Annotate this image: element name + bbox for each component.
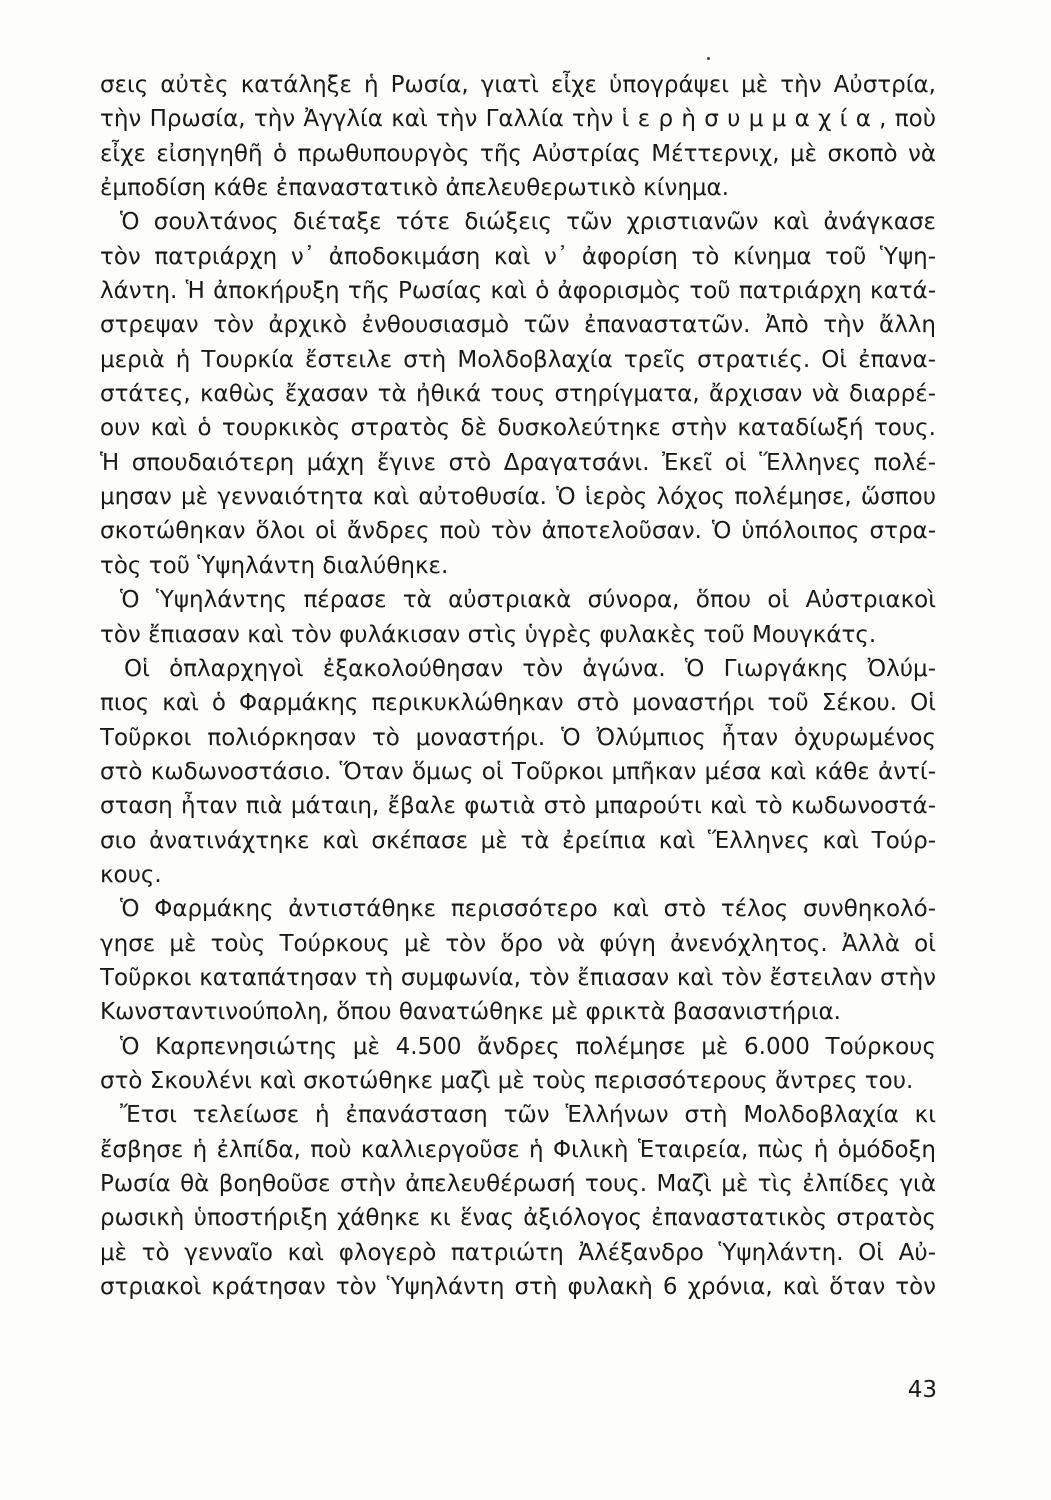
text-line: σιο ἀνατινάχτηκε καὶ σκέπασε μὲ τὰ ἐρείπια καὶ Ἕλληνες καὶ Τούρ-	[100, 827, 936, 854]
text-line: ουν καὶ ὁ τουρκικὸς στρατὸς δὲ δυσκολεύτηκε στὴν καταδίωξή τους.	[100, 415, 936, 442]
text-line: Τοῦρκοι καταπάτησαν τὴ συμφωνία, τὸν ἔπιασαν καὶ τὸν ἔστειλαν στὴν	[100, 964, 936, 991]
text-line: μησαν μὲ γενναιότητα καὶ αὐτοθυσία. Ὁ ἱερὸς λόχος πολέμησε, ὥσπου	[100, 484, 936, 511]
text-line: σεις αὐτὲς κατάληξε ἡ Ρωσία, γιατὶ εἶχε ὑπογράψει μὲ τὴν Αὐστρία,	[100, 72, 936, 98]
text-line: στὸ κωδωνοστάσιο. Ὅταν ὅμως οἱ Τοῦρκοι μπῆκαν μέσα καὶ κάθε ἀντί-	[100, 758, 936, 785]
paragraph-start-line: Ὁ Καρπενησιώτης μὲ 4.500 ἄνδρες πολέμησε μὲ 6.000 Τούρκους	[120, 1033, 936, 1060]
text-line: Ρωσία θὰ βοηθοῦσε στὴν ἀπελευθέρωσή τους. Μαζὶ μὲ τὶς ἐλπίδες γιὰ	[100, 1171, 936, 1197]
text-line: στριακοὶ κράτησαν τὸν Ὑψηλάντη στὴ φυλακὴ 6 χρόνια, καὶ ὅταν τὸν	[100, 1274, 936, 1301]
text-line: γησε μὲ τοὺς Τούρκους μὲ τὸν ὅρο νὰ φύγη ἀνενόχλητος. Ἀλλὰ οἱ	[100, 930, 936, 957]
paragraph-start-line: Ὁ Φαρμάκης ἀντιστάθηκε περισσότερο καὶ στὸ τέλος συνθηκολό-	[120, 896, 936, 923]
ink-speck	[707, 57, 710, 60]
text-line: μεριὰ ἡ Τουρκία ἔστειλε στὴ Μολδοβλαχία τρεῖς στρατιές. Οἱ ἐπανα-	[100, 346, 936, 373]
text-line: τὸν πατριάρχη ν᾽ ἀποδοκιμάση καὶ ν᾽ ἀφορίση τὸ κίνημα τοῦ Ὑψη-	[100, 243, 936, 270]
text-line: στάτες, καθὼς ἔχασαν τὰ ἠθικά τους στηρίγματα, ἄρχισαν νὰ διαρρέ-	[100, 381, 936, 408]
text-line: ἔσβησε ἡ ἐλπίδα, ποὺ καλλιεργοῦσε ἡ Φιλικὴ Ἑταιρεία, πὼς ἡ ὁμόδοξη	[100, 1136, 936, 1163]
paragraph-start-line: Οἱ ὁπλαρχηγοὶ ἐξακολούθησαν τὸν ἀγώνα. Ὁ Γιωργάκης Ὀλύμ-	[124, 655, 936, 682]
page-number: 43	[907, 1377, 937, 1403]
text-line: σκοτώθηκαν ὅλοι οἱ ἄνδρες ποὺ τὸν ἀποτελοῦσαν. Ὁ ὑπόλοιπος στρα-	[100, 518, 936, 545]
text-line: στὸ Σκουλένι καὶ σκοτώθηκε μαζὶ μὲ τοὺς περισσότερους ἄντρες του.	[100, 1067, 914, 1094]
text-line: κους.	[100, 861, 162, 888]
text-line: ἐμποδίση κάθε ἐπαναστατικὸ ἀπελευθερωτικὸ κίνημα.	[100, 175, 730, 202]
text-line: πιος καὶ ὁ Φαρμάκης περικυκλώθηκαν στὸ μοναστήρι τοῦ Σέκου. Οἱ	[100, 690, 936, 717]
text-line: τὴν Πρωσία, τὴν Ἀγγλία καὶ τὴν Γαλλία τὴν ἱ ε ρ ὴ σ υ μ μ α χ ί α , ποὺ	[100, 106, 936, 133]
text-line: Ἡ σπουδαιότερη μάχη ἔγινε στὸ Δραγατσάνι. Ἐκεῖ οἱ Ἕλληνες πολέ-	[100, 449, 936, 476]
text-line: λάντη. Ἡ ἀποκήρυξη τῆς Ρωσίας καὶ ὁ ἀφορισμὸς τοῦ πατριάρχη κατά-	[100, 278, 936, 305]
text-line: ρωσικὴ ὑποστήριξη χάθηκε κι ἕνας ἀξιόλογος ἐπαναστατικὸς στρατὸς	[100, 1205, 936, 1232]
text-line: Τοῦρκοι πολιόρκησαν τὸ μοναστήρι. Ὁ Ὀλύμπιος ἦταν ὀχυρωμένος	[100, 724, 936, 751]
paragraph-start-line: Ὁ σουλτάνος διέταξε τότε διώξεις τῶν χριστιανῶν καὶ ἀνάγκασε	[120, 209, 936, 236]
text-line: τὸν ἔπιασαν καὶ τὸν φυλάκισαν στὶς ὑγρὲς φυλακὲς τοῦ Μουγκάτς.	[100, 621, 877, 648]
text-line: στρεψαν τὸν ἀρχικὸ ἐνθουσιασμὸ τῶν ἐπαναστατῶν. Ἀπὸ τὴν ἄλλη	[100, 312, 936, 339]
text-line: εἶχε εἰσηγηθῆ ὁ πρωθυπουργὸς τῆς Αὐστρίας Μέττερνιχ, μὲ σκοπὸ νὰ	[100, 140, 936, 167]
text-line: τὸς τοῦ Ὑψηλάντη διαλύθηκε.	[100, 552, 449, 579]
text-line: μὲ τὸ γενναῖο καὶ φλογερὸ πατριώτη Ἀλέξανδρο Ὑψηλάντη. Οἱ Αὐ-	[100, 1239, 936, 1266]
body-text	[100, 68, 936, 1304]
paragraph-start-line: Ὁ Ὑψηλάντης πέρασε τὰ αὐστριακὰ σύνορα, ὅπου οἱ Αὐστριακοὶ	[120, 587, 936, 614]
text-line: σταση ἦταν πιὰ μάταιη, ἔβαλε φωτιὰ στὸ μπαρούτι καὶ τὸ κωδωνοστά-	[100, 793, 936, 820]
paragraph-start-line: Ἔτσι τελείωσε ἡ ἐπανάσταση τῶν Ἑλλήνων στὴ Μολδοβλαχία κι	[120, 1102, 936, 1129]
text-line: Κωνσταντινούπολη, ὅπου θανατώθηκε μὲ φρικτὰ βασανιστήρια.	[100, 999, 841, 1026]
